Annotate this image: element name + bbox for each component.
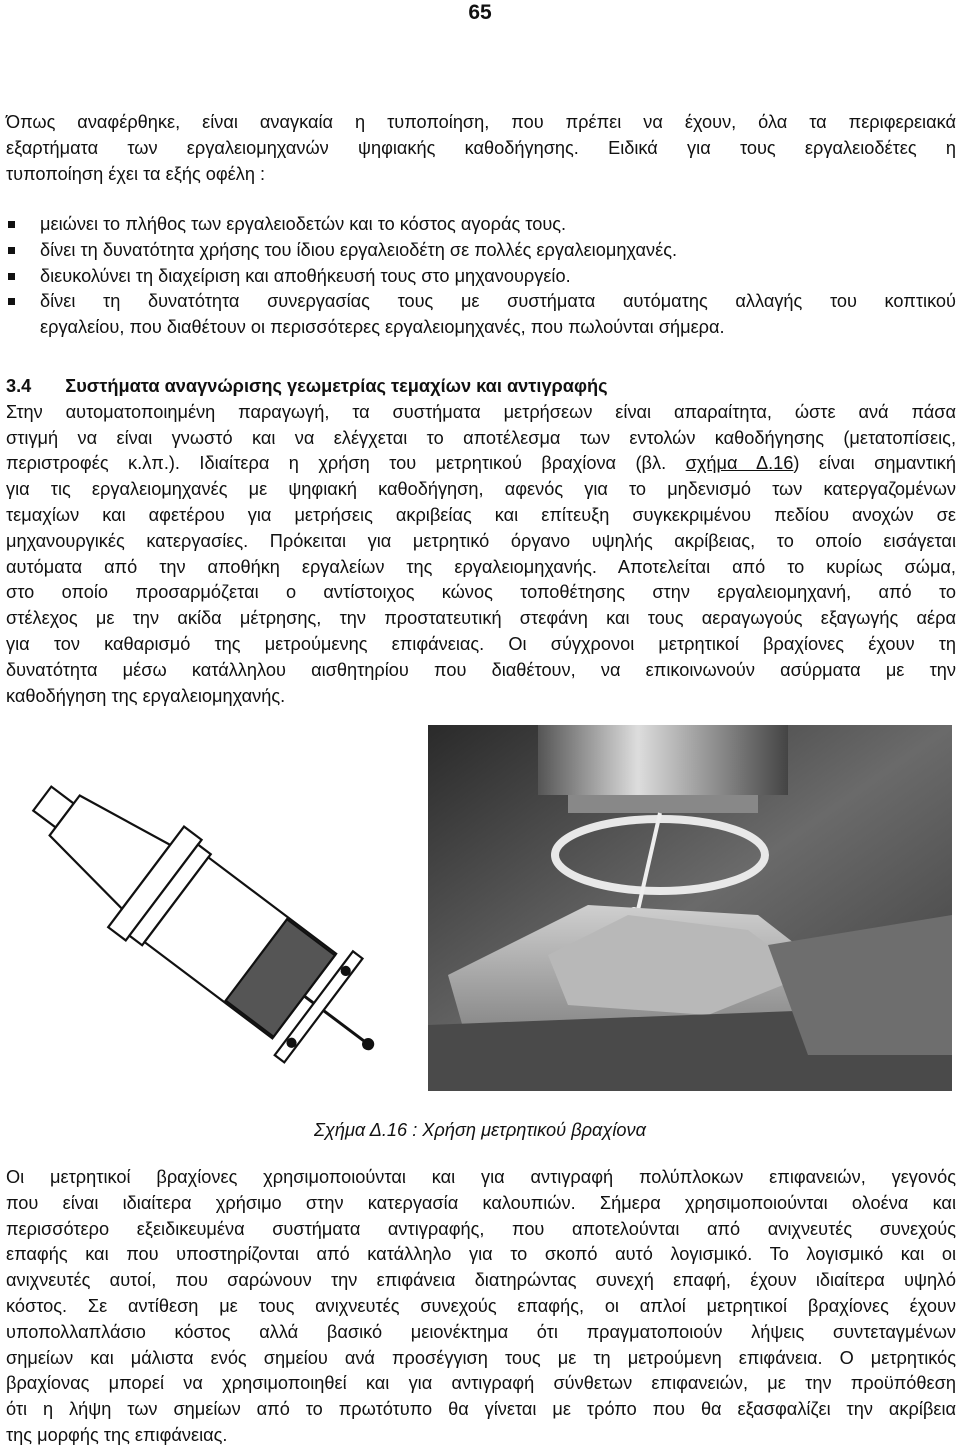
text-line: υποπολλαπλάσιο κόστος αλλά βασικό μειονέκτημα ότι πραγματοποιούν λήψεις συντεταγμένων [6,1321,956,1342]
probe-photo [428,725,952,1091]
text-line: κόστος. Σε αντίθεση με τους ανιχνευτές συνεχούς επαφής, οι απλοί μετρητικοί βραχίονες έχουν [6,1295,956,1316]
figure-ref-link[interactable]: σχήμα Δ.16 [685,453,794,474]
text-line: στο οποίο προσαρμόζεται ο αντίστοιχος κώνος τοποθέτησης στην εργαλειομηχανή, από το [6,582,956,603]
closing-paragraph [6,1165,956,1449]
text-fragment: ) είναι σημαντική [793,453,956,474]
text-line: δίνει τη δυνατότητα χρήσης του ίδιου εργαλειοδέτη σε πολλές εργαλειομηχανές. [40,239,678,260]
text-line: για τις εργαλειομηχανές με ψηφιακή καθοδήγηση, αφενός για το μηδενισμό των κατεργαζομένων [6,479,956,500]
section-title: Συστήματα αναγνώρισης γεωμετρίας τεμαχίων και αντιγραφής [65,376,608,396]
list-item [6,264,956,290]
text-line: ότι η λήψη των σημείων από το πρωτότυπο θα γίνεται με τρόπο που θα εξασφαλίζει την ακρίβεια [6,1399,956,1420]
list-item [6,289,956,341]
text-line: εξαρτήματα των εργαλειομηχανών ψηφιακής καθοδήγησης. Ειδικά για τους εργαλειοδέτες η [6,137,956,158]
text-line: για τον καθαρισμό της μετρούμενης επιφάνειας. Οι σύγχρονοι μετρητικοί βραχίονες έχουν τη [6,633,956,654]
text-fragment: περιστροφές κ.λπ.). Ιδιαίτερα η χρήση του μετρητικού βραχίονα (βλ. [6,453,686,474]
text-line: Στην αυτοματοποιημένη παραγωγή, τα συστήματα μετρήσεων είναι απαραίτητα, ώστε ανά πάσα [6,401,956,422]
text-line: εργαλείου, που διαθέτουν οι περισσότερες εργαλειομηχανές, που πωλούνται σήμερα. [40,317,725,338]
text-line: στιγμή να είναι γνωστό και να ελέγχεται το αποτέλεσμα των εντολών καθοδήγησης (μετατοπίσεις, [6,427,956,448]
text-line: περισσότερο εξειδικευμένα συστήματα αντιγραφής, που αποτελούνται από ανιχνευτές συνεχούς [6,1218,956,1239]
text-line: τυποποίηση έχει τα εξής οφέλη : [6,163,266,184]
intro-paragraph [6,110,956,187]
text-line: διευκολύνει τη διαχείριση και αποθήκευσή τους στο μηχανουργείο. [40,265,571,286]
section-heading [6,374,956,400]
text-line: βραχίονας μπορεί να χρησιμοποιηθεί και για αντιγραφή σύνθετων επιφανειών, με την προϋπόθεση [6,1373,956,1394]
text-line: αυτόματα από την αποθήκη εργαλείων της εργαλειομηχανής. Αποτελείται από το κυρίως σώμα, [6,556,956,577]
text-line: δίνει τη δυνατότητα συνεργασίας τους με συστήματα αυτόματης αλλαγής του κοπτικού [40,291,956,312]
text-line: μειώνει το πλήθος των εργαλειοδετών και το κόστος αγοράς τους. [40,214,567,234]
text-line: επαφής και που υποστηρίζονται από κατάλληλο για το σκοπό αυτό λογισμικό. Το λογισμικό και οι [6,1244,956,1265]
text-line: της μορφής της επιφάνειας. [6,1424,228,1445]
probe-drawing [10,750,410,1100]
square-bullet-icon [8,247,15,254]
text-line-with-ref [6,451,956,477]
square-bullet-icon [8,298,15,305]
benefits-list [6,212,956,341]
list-item [6,212,956,238]
square-bullet-icon [8,273,15,280]
square-bullet-icon [8,221,15,228]
text-line: που είναι ιδιαίτερα χρήσιμο στην κατεργασία καλουπιών. Σήμερα χρησιμοποιούνται ολοένα και [6,1192,956,1213]
text-line: μηχανουργικές κατεργασίες. Πρόκειται για μετρητικό όργανο υψηλής ακρίβειας, το οποίο εισάγεται [6,530,956,551]
text-line: ανιχνευτές αυτοί, που σαρώνουν την επιφάνεια διατηρώντας συνεχή επαφή, έχουν ιδιαίτερα υψηλό [6,1270,956,1291]
figure-caption: Σχήμα Δ.16 : Χρήση μετρητικού βραχίονα [314,1120,646,1140]
section-3-4 [6,374,956,709]
list-item [6,238,956,264]
section-number: 3.4 [6,376,32,396]
text-line: καθοδήγηση της εργαλειομηχανής. [6,685,286,706]
text-line: σημείων και μάλιστα ενός σημείου ανά προσέγγιση τους με τη μετρούμενη επιφάνεια. Ο μετρητικός [6,1347,956,1368]
text-line: Οι μετρητικοί βραχίονες χρησιμοποιούνται και για αντιγραφή πολύπλοκων επιφανειών, γεγονός [6,1167,956,1187]
text-line: τεμαχίων και αφετέρου για μετρήσεις ακριβείας και επίτευξη συγκεκριμένου πεδίου ανοχών σε [6,504,956,525]
page-number: 65 [468,1,492,24]
text-line: στέλεχος με την ακίδα μέτρησης, την προστατευτική στεφάνη και τους αεραγωγούς εξαγωγής αέρα [6,608,956,629]
text-line: Όπως αναφέρθηκε, είναι αναγκαία η τυποποίηση, που πρέπει να έχουν, όλα τα περιφερειακά [6,112,956,132]
text-line: δυνατότητα μέσω κατάλληλου αισθητηρίου που διαθέτουν, να επικοινωνούν ασύρματα με την [6,659,956,680]
